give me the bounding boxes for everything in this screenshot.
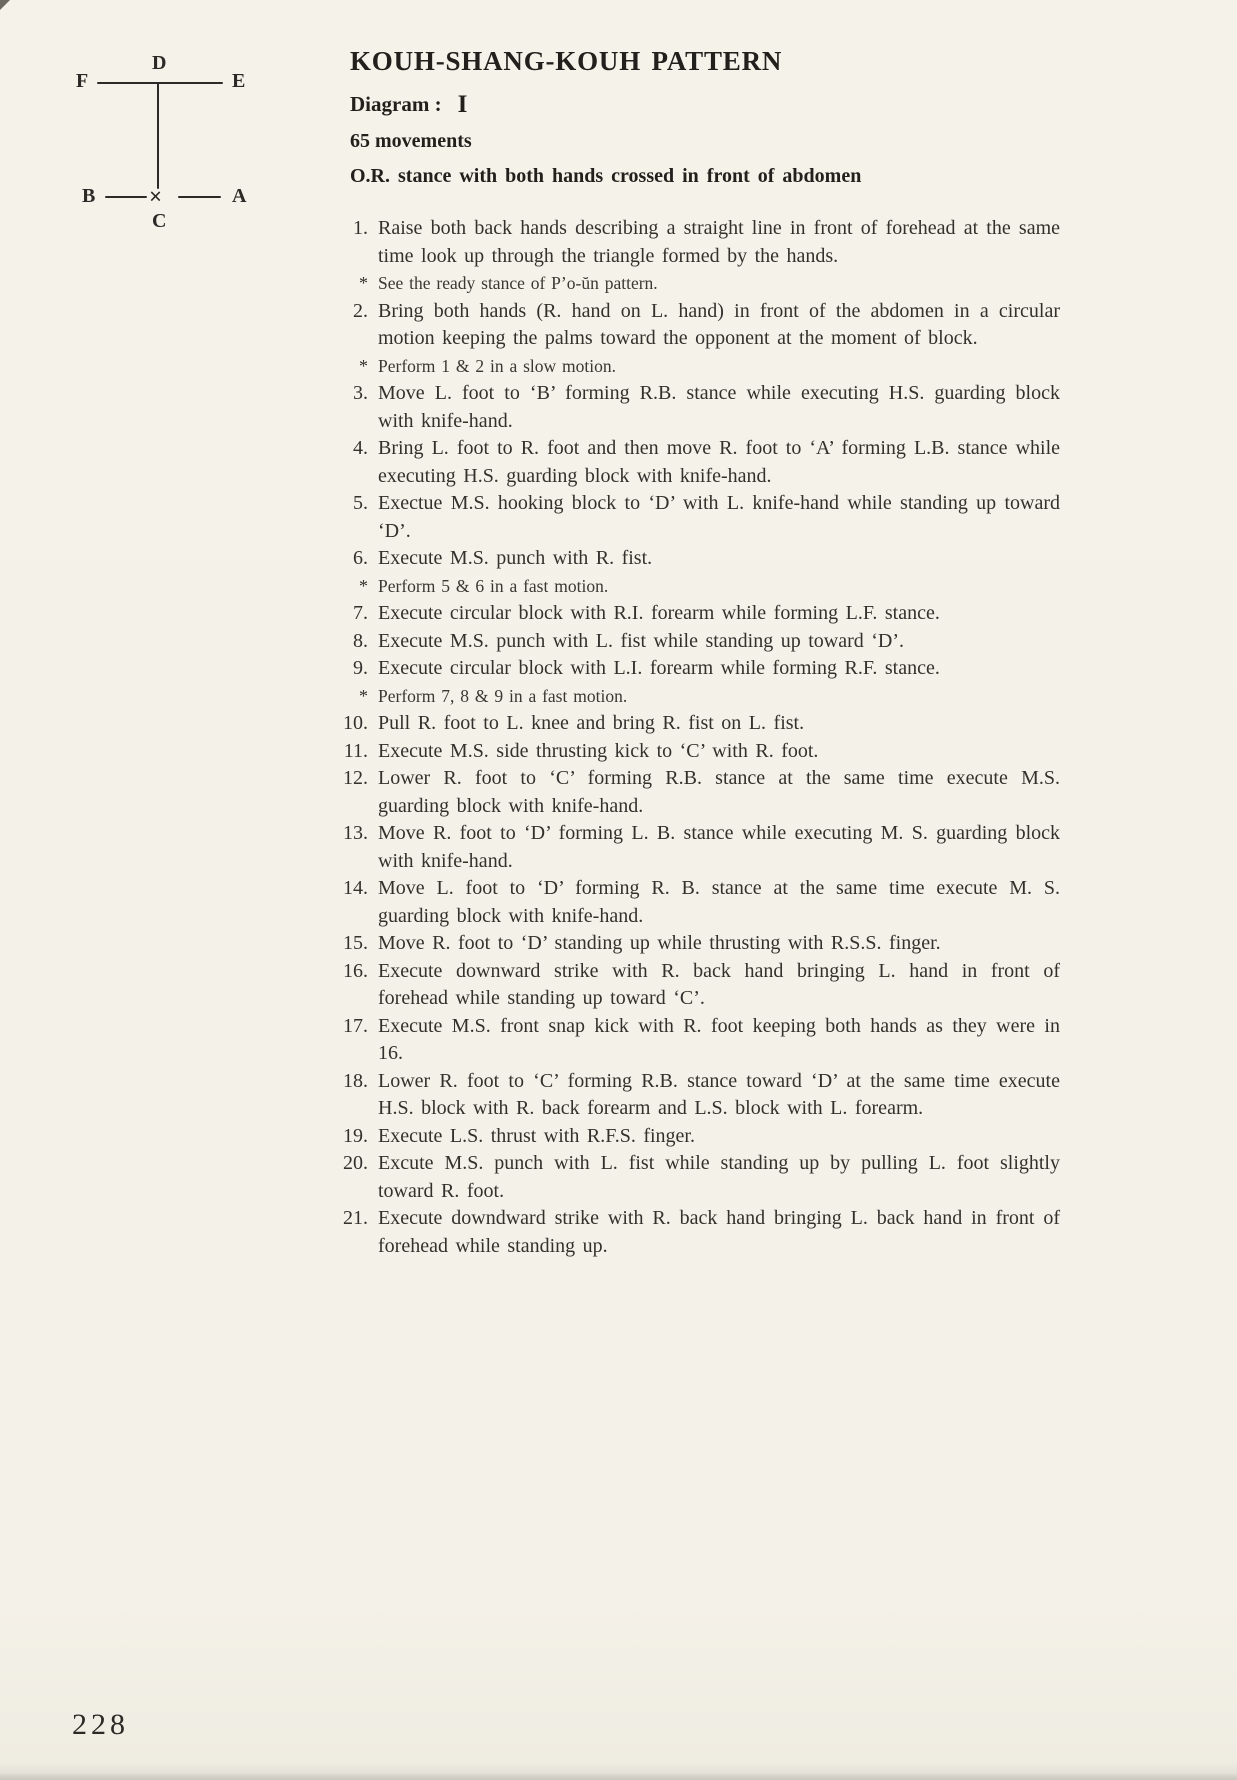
pattern-diagram [0, 0, 280, 250]
step-marker: 4. [353, 437, 368, 459]
step-text: Execute L.S. thrust with R.F.S. finger. [378, 1124, 695, 1147]
movement-step [338, 1123, 1060, 1151]
diagram-line-vertical [157, 83, 159, 189]
movement-step [338, 1150, 1060, 1205]
diagram-line-left-dash [105, 196, 147, 198]
movement-count: 65 movements [350, 130, 472, 152]
movement-step [338, 710, 1060, 738]
movement-step [338, 298, 1060, 353]
step-text: Exectue M.S. hooking block to ‘D’ with L. knife-hand while standing up toward ‘D’. [378, 492, 1060, 542]
step-marker: 18. [343, 1069, 368, 1092]
step-marker: 12. [343, 767, 368, 789]
step-marker: 14. [343, 877, 368, 899]
diagram-line-top [97, 82, 223, 84]
step-marker: 19. [343, 1124, 368, 1147]
movement-step [338, 765, 1060, 820]
step-text: Perform 5 & 6 in a fast motion. [378, 575, 609, 596]
movement-step [338, 380, 1060, 435]
step-marker: 8. [353, 629, 368, 652]
step-marker: 5. [353, 492, 368, 514]
step-marker: 10. [343, 712, 368, 734]
step-text: Bring L. foot to R. foot and then move R. foot to ‘A’ forming L.B. stance while executing H.S. guarding block with knife-hand. [378, 437, 1060, 487]
diagram-caption [350, 92, 1090, 117]
movement-step [338, 875, 1060, 930]
movement-step [338, 738, 1060, 766]
step-text: Execute M.S. side thrusting kick to ‘C’ with R. foot. [378, 739, 819, 762]
diagram-line-right-dash [178, 196, 221, 198]
step-text: Move L. foot to ‘D’ forming R. B. stance at the same time execute M. S. guarding block with knife-hand. [378, 877, 1060, 927]
page-bottom-edge [0, 1773, 1237, 1780]
step-marker: 7. [353, 602, 368, 624]
main-content [343, 46, 1090, 1260]
ready-stance-line: O.R. stance with both hands crossed in front of abdomen [350, 165, 862, 187]
step-text: Pull R. foot to L. knee and bring R. fist on L. fist. [378, 712, 805, 734]
note-item [338, 573, 1060, 601]
step-text: Execute M.S. punch with R. fist. [378, 547, 653, 569]
diagram-label-c: C [152, 210, 167, 232]
step-text: Perform 7, 8 & 9 in a fast motion. [378, 685, 628, 706]
step-marker: * [359, 685, 368, 706]
step-text: See the ready stance of P’o-ŭn pattern. [378, 273, 658, 293]
movement-step [338, 490, 1060, 545]
movement-step [338, 435, 1060, 490]
diagram-label-a: A [232, 185, 247, 207]
diagram-caption-label: Diagram : [350, 92, 442, 116]
step-marker: 15. [343, 932, 368, 954]
step-text: Bring both hands (R. hand on L. hand) in front of the abdomen in a circular motion keeping the palms toward the opponent at the moment of block. [378, 299, 1060, 349]
diagram-label-e: E [232, 70, 246, 92]
step-marker: 2. [353, 299, 368, 322]
movement-step [338, 1205, 1060, 1260]
page-number: 228 [72, 1708, 129, 1741]
step-text: Execute circular block with L.I. forearm while forming R.F. stance. [378, 657, 940, 679]
movement-step [338, 655, 1060, 683]
step-marker: 21. [343, 1207, 368, 1229]
diagram-label-f: F [76, 70, 89, 92]
diagram-label-b: B [82, 185, 96, 207]
step-marker: 6. [353, 547, 368, 569]
step-marker: 20. [343, 1152, 368, 1174]
step-marker: * [359, 273, 368, 293]
step-text: Perform 1 & 2 in a slow motion. [378, 355, 616, 376]
movement-step [338, 1068, 1060, 1123]
step-marker: * [359, 575, 368, 596]
step-text: Execute circular block with R.I. forearm while forming L.F. stance. [378, 602, 940, 624]
step-text: Move L. foot to ‘B’ forming R.B. stance while executing H.S. guarding block with knife-hand. [378, 382, 1060, 432]
diagram-shape-symbol: I [457, 91, 468, 118]
step-marker: 1. [353, 217, 368, 239]
diagram-label-d: D [152, 52, 167, 74]
step-marker: 13. [343, 822, 368, 844]
step-text: Excute M.S. punch with L. fist while standing up by pulling L. foot slightly toward R. foot. [378, 1152, 1060, 1202]
step-text: Raise both back hands describing a straight line in front of forehead at the same time look up through the triangle formed by the hands. [378, 217, 1060, 267]
movement-list [338, 215, 1060, 1260]
movement-step [338, 215, 1060, 270]
step-marker: * [359, 355, 368, 376]
movement-step [338, 545, 1060, 573]
movement-step [338, 600, 1060, 628]
movement-step [338, 958, 1060, 1013]
note-item [338, 353, 1060, 381]
step-marker: 16. [343, 959, 368, 982]
movement-step [338, 628, 1060, 656]
step-marker: 17. [343, 1014, 368, 1037]
note-item [338, 683, 1060, 711]
page-title: KOUH-SHANG-KOUH PATTERN [350, 46, 783, 76]
step-text: Execute M.S. front snap kick with R. foot keeping both hands as they were in 16. [378, 1014, 1060, 1064]
step-marker: 11. [343, 739, 368, 762]
step-marker: 9. [353, 657, 368, 679]
movement-step [338, 820, 1060, 875]
diagram-x-mark: × [149, 184, 163, 209]
step-text: Execute downdward strike with R. back hand bringing L. back hand in front of forehead while standing up. [378, 1207, 1060, 1257]
movement-step [338, 1013, 1060, 1068]
note-item [338, 270, 1060, 298]
step-text: Move R. foot to ‘D’ forming L. B. stance while executing M. S. guarding block with knife-hand. [378, 822, 1060, 872]
step-text: Move R. foot to ‘D’ standing up while thrusting with R.S.S. finger. [378, 932, 941, 954]
step-text: Execute M.S. punch with L. fist while standing up toward ‘D’. [378, 629, 905, 652]
step-text: Lower R. foot to ‘C’ forming R.B. stance at the same time execute M.S. guarding block with knife-hand. [378, 767, 1060, 817]
step-text: Lower R. foot to ‘C’ forming R.B. stance toward ‘D’ at the same time execute H.S. block with R. back forearm and L.S. block with L. forearm. [378, 1069, 1060, 1119]
step-text: Execute downward strike with R. back hand bringing L. hand in front of forehead while standing up toward ‘C’. [378, 959, 1060, 1009]
movement-step [338, 930, 1060, 958]
step-marker: 3. [353, 382, 368, 404]
